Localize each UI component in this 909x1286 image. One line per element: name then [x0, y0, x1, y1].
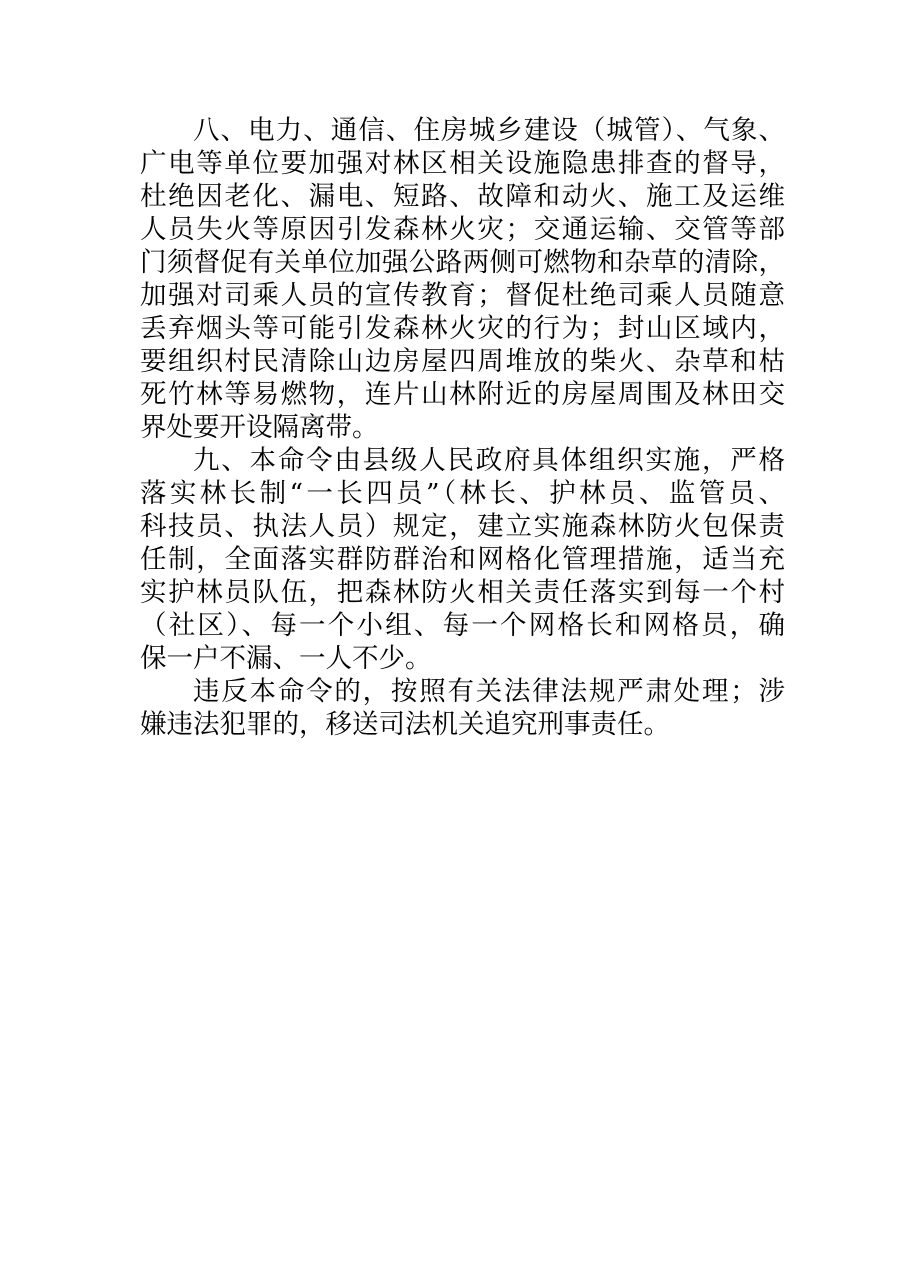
paragraph-line: 违反本命令的，按照有关法律法规严肃处理；涉 — [193, 676, 785, 707]
paragraph-line: 保一户不漏、一人不少。 — [140, 643, 432, 674]
paragraph-line: 加强对司乘人员的宣传教育；督促杜绝司乘人员随意 — [140, 280, 785, 311]
paragraph-line: 八、电力、通信、住房城乡建设（城管）、气象、 — [193, 115, 785, 146]
paragraph-line: 落实林长制“一长四员”（林长、护林员、监管员、 — [140, 478, 785, 509]
paragraph-line: 门须督促有关单位加强公路两侧可燃物和杂草的清除， — [140, 247, 785, 278]
paragraph-line: 丢弃烟头等可能引发森林火灾的行为；封山区域内， — [140, 313, 785, 344]
document-body — [140, 114, 785, 741]
paragraph-line: 九、本命令由县级人民政府具体组织实施，严格 — [193, 445, 785, 476]
paragraph-line: 界处要开设隔离带。 — [140, 412, 379, 443]
paragraph-section-eight — [140, 114, 785, 444]
paragraph-line: （社区）、每一个小组、每一个网格长和网格员，确 — [140, 610, 785, 641]
paragraph-violation-clause — [140, 675, 785, 741]
paragraph-line: 人员失火等原因引发森林火灾；交通运输、交管等部 — [140, 214, 785, 245]
paragraph-line: 杜绝因老化、漏电、短路、故障和动火、施工及运维 — [140, 181, 785, 212]
paragraph-line: 实护林员队伍，把森林防火相关责任落实到每一个村 — [140, 577, 785, 608]
paragraph-line: 要组织村民清除山边房屋四周堆放的柴火、杂草和枯 — [140, 346, 785, 377]
paragraph-line: 科技员、执法人员）规定，建立实施森林防火包保责 — [140, 511, 785, 542]
paragraph-line: 广电等单位要加强对林区相关设施隐患排查的督导， — [140, 148, 785, 179]
paragraph-line: 任制，全面落实群防群治和网格化管理措施，适当充 — [140, 544, 785, 575]
paragraph-section-nine — [140, 444, 785, 675]
paragraph-line: 嫌违法犯罪的，移送司法机关追究刑事责任。 — [140, 709, 670, 740]
paragraph-line: 死竹林等易燃物，连片山林附近的房屋周围及林田交 — [140, 379, 785, 410]
